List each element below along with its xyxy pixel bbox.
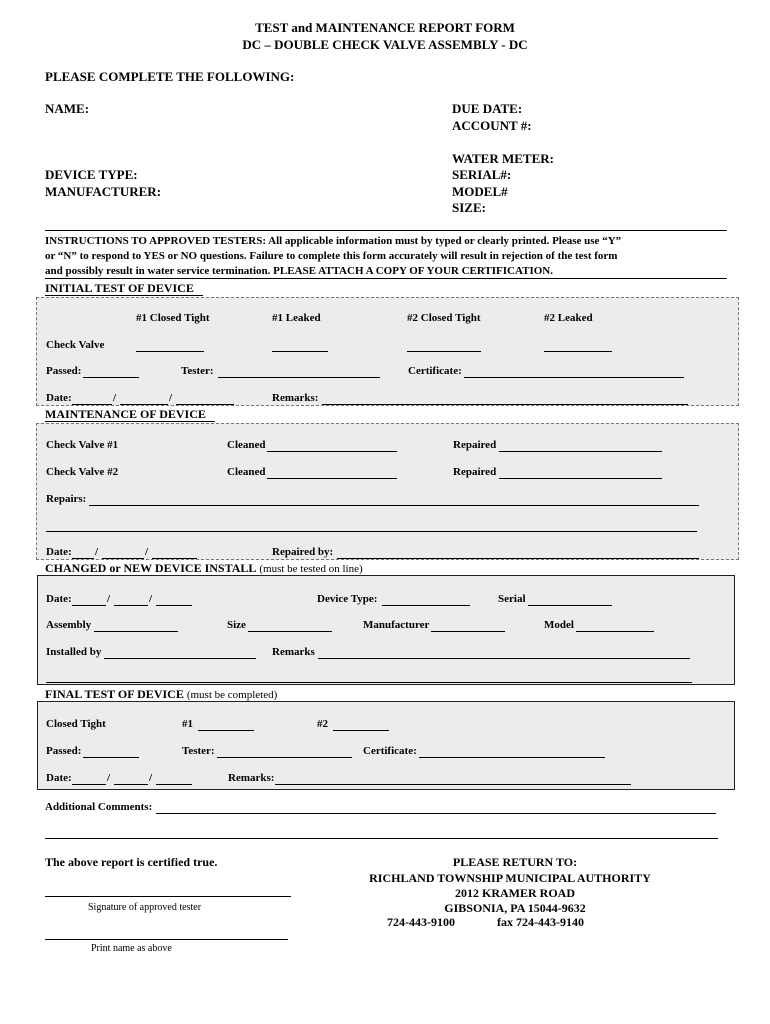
- initial-date-month-field[interactable]: [72, 392, 112, 405]
- maintenance-date-month-field[interactable]: [72, 546, 94, 559]
- print-name-line[interactable]: [45, 939, 288, 940]
- initial-test-heading: INITIAL TEST OF DEVICE: [45, 281, 194, 295]
- final-date-year-field[interactable]: [156, 772, 192, 785]
- final-tester-label: Tester:: [182, 745, 215, 757]
- check-valve-2-leaked-field[interactable]: [544, 339, 612, 352]
- return-to-organization: RICHLAND TOWNSHIP MUNICIPAL AUTHORITY: [369, 871, 651, 885]
- check-valve-1-leaked-field[interactable]: [272, 339, 328, 352]
- final-passed-field[interactable]: [83, 745, 139, 758]
- install-date-day-field[interactable]: [114, 593, 148, 606]
- install-model-field[interactable]: [576, 619, 654, 632]
- initial-tester-label: Tester:: [181, 365, 214, 377]
- install-serial-label: Serial: [498, 593, 526, 605]
- install-section: [37, 575, 735, 685]
- check-valve-label: Check Valve: [46, 339, 105, 351]
- final-test-heading-text: FINAL TEST OF DEVICE: [45, 687, 184, 701]
- installed-by-label: Installed by: [46, 646, 102, 658]
- date-separator: /: [149, 593, 153, 605]
- additional-comments-field-line-2[interactable]: [45, 826, 718, 839]
- final-date-label: Date:: [46, 772, 72, 784]
- install-remarks-field[interactable]: [318, 646, 690, 659]
- final-1-field[interactable]: [198, 718, 254, 731]
- size-label: SIZE:: [452, 200, 486, 215]
- initial-passed-field[interactable]: [83, 365, 139, 378]
- date-separator: /: [169, 392, 173, 404]
- maintenance-date-label: Date:: [46, 546, 72, 558]
- model-label: MODEL#: [452, 184, 508, 199]
- due-date-label: DUE DATE:: [452, 101, 523, 116]
- date-separator: /: [149, 772, 153, 784]
- cleaned-2-label: Cleaned: [227, 466, 266, 478]
- form-title: TEST and MAINTENANCE REPORT FORM: [255, 20, 515, 35]
- repairs-label: Repairs:: [46, 493, 87, 505]
- repaired-by-label: Repaired by:: [272, 546, 334, 558]
- repaired-1-field[interactable]: [499, 439, 662, 452]
- final-date-day-field[interactable]: [114, 772, 148, 785]
- initial-passed-label: Passed:: [46, 365, 82, 377]
- install-assembly-field[interactable]: [94, 619, 178, 632]
- initial-date-day-field[interactable]: [120, 392, 168, 405]
- final-test-heading: [45, 687, 277, 702]
- initial-date-label: Date:: [46, 392, 72, 404]
- final-2-label: #2: [317, 718, 328, 730]
- initial-remarks-field[interactable]: [322, 392, 688, 405]
- repaired-by-field[interactable]: [337, 546, 699, 559]
- install-heading-note: (must be tested on line): [259, 563, 363, 575]
- col-1-closed-tight: #1 Closed Tight: [136, 312, 210, 324]
- initial-certificate-label: Certificate:: [408, 365, 462, 377]
- serial-label: SERIAL#:: [452, 167, 512, 182]
- maintenance-heading: MAINTENANCE OF DEVICE: [45, 407, 206, 421]
- maintenance-check-valve-2-label: Check Valve #2: [46, 466, 119, 478]
- return-to-heading: PLEASE RETURN TO:: [452, 855, 578, 869]
- maintenance-date-year-field[interactable]: [152, 546, 197, 559]
- return-to-phone: 724-443-9100: [387, 915, 455, 929]
- signature-caption: Signature of approved tester: [88, 902, 202, 913]
- install-heading-text: CHANGED or NEW DEVICE INSTALL: [45, 561, 257, 575]
- check-valve-2-closed-tight-field[interactable]: [407, 339, 481, 352]
- maintenance-date-day-field[interactable]: [102, 546, 144, 559]
- closed-tight-label: Closed Tight: [46, 718, 106, 730]
- return-to-city: GIBSONIA, PA 15044-9632: [444, 901, 586, 915]
- instructions-line-1: INSTRUCTIONS TO APPROVED TESTERS: All applicable information must by typed or clearly printed. Please use “Y”: [45, 235, 622, 247]
- date-separator: /: [113, 392, 117, 404]
- date-separator: /: [107, 772, 111, 784]
- install-date-year-field[interactable]: [156, 593, 192, 606]
- maintenance-heading-rule: [45, 421, 215, 422]
- instructions-line-3: and possibly result in water service termination. PLEASE ATTACH A COPY OF YOUR CERTIFICATION.: [45, 265, 553, 277]
- certified-statement: The above report is certified true.: [45, 855, 218, 869]
- final-2-field[interactable]: [333, 718, 389, 731]
- print-name-caption: Print name as above: [91, 943, 172, 954]
- device-type-label: DEVICE TYPE:: [45, 167, 138, 182]
- instructions-bottom-rule: [45, 278, 727, 279]
- additional-comments-label: Additional Comments:: [45, 801, 153, 813]
- final-remarks-label: Remarks:: [228, 772, 275, 784]
- return-to-fax: fax 724-443-9140: [497, 915, 584, 929]
- initial-remarks-label: Remarks:: [272, 392, 319, 404]
- maintenance-check-valve-1-label: Check Valve #1: [46, 439, 119, 451]
- date-separator: /: [95, 546, 99, 558]
- initial-test-section: [36, 297, 739, 406]
- water-meter-label: WATER METER:: [452, 151, 554, 166]
- cleaned-1-label: Cleaned: [227, 439, 266, 451]
- initial-test-heading-rule: [45, 295, 203, 296]
- final-tester-field[interactable]: [217, 745, 352, 758]
- install-remarks-field-line-2[interactable]: [46, 670, 692, 683]
- install-heading: [45, 561, 363, 576]
- return-to-street: 2012 KRAMER ROAD: [455, 886, 575, 900]
- final-date-month-field[interactable]: [72, 772, 106, 785]
- install-size-field[interactable]: [248, 619, 332, 632]
- install-remarks-label: Remarks: [272, 646, 315, 658]
- please-complete-label: PLEASE COMPLETE THE FOLLOWING:: [45, 69, 295, 84]
- instructions-top-rule: [45, 230, 727, 231]
- final-test-heading-note: (must be completed): [186, 689, 278, 701]
- account-label: ACCOUNT #:: [452, 118, 532, 133]
- install-size-label: Size: [227, 619, 246, 631]
- final-test-section: [37, 701, 735, 790]
- install-date-label: Date:: [46, 593, 72, 605]
- initial-tester-field[interactable]: [218, 365, 380, 378]
- date-separator: /: [107, 593, 111, 605]
- cleaned-2-field[interactable]: [267, 466, 397, 479]
- initial-date-year-field[interactable]: [176, 392, 234, 405]
- install-assembly-label: Assembly: [46, 619, 92, 631]
- instructions-line-2: or “N” to respond to YES or NO questions. Failure to complete this form accurately will result in rejection of the test form: [45, 250, 618, 262]
- repaired-2-field[interactable]: [499, 466, 662, 479]
- repaired-1-label: Repaired: [453, 439, 497, 451]
- final-remarks-field[interactable]: [275, 772, 631, 785]
- install-manufacturer-field[interactable]: [431, 619, 505, 632]
- name-label: NAME:: [45, 101, 90, 116]
- install-serial-field[interactable]: [528, 593, 612, 606]
- installed-by-field[interactable]: [104, 646, 256, 659]
- install-device-type-field[interactable]: [382, 593, 470, 606]
- signature-line[interactable]: [45, 896, 291, 897]
- install-date-month-field[interactable]: [72, 593, 106, 606]
- final-1-label: #1: [182, 718, 193, 730]
- col-2-leaked: #2 Leaked: [544, 312, 593, 324]
- initial-certificate-field[interactable]: [464, 365, 684, 378]
- install-manufacturer-label: Manufacturer: [363, 619, 430, 631]
- final-certificate-label: Certificate:: [363, 745, 417, 757]
- repairs-field-line-2[interactable]: [46, 519, 697, 532]
- form-subtitle: DC – DOUBLE CHECK VALVE ASSEMBLY - DC: [242, 37, 528, 52]
- check-valve-1-closed-tight-field[interactable]: [136, 339, 204, 352]
- repairs-field[interactable]: [89, 493, 699, 506]
- manufacturer-label: MANUFACTURER:: [45, 184, 162, 199]
- col-1-leaked: #1 Leaked: [272, 312, 321, 324]
- additional-comments-field[interactable]: [156, 801, 716, 814]
- maintenance-section: [36, 423, 739, 560]
- col-2-closed-tight: #2 Closed Tight: [407, 312, 481, 324]
- install-device-type-label: Device Type:: [317, 593, 378, 605]
- cleaned-1-field[interactable]: [267, 439, 397, 452]
- repaired-2-label: Repaired: [453, 466, 497, 478]
- final-passed-label: Passed:: [46, 745, 82, 757]
- install-model-label: Model: [544, 619, 574, 631]
- date-separator: /: [145, 546, 149, 558]
- final-certificate-field[interactable]: [419, 745, 605, 758]
